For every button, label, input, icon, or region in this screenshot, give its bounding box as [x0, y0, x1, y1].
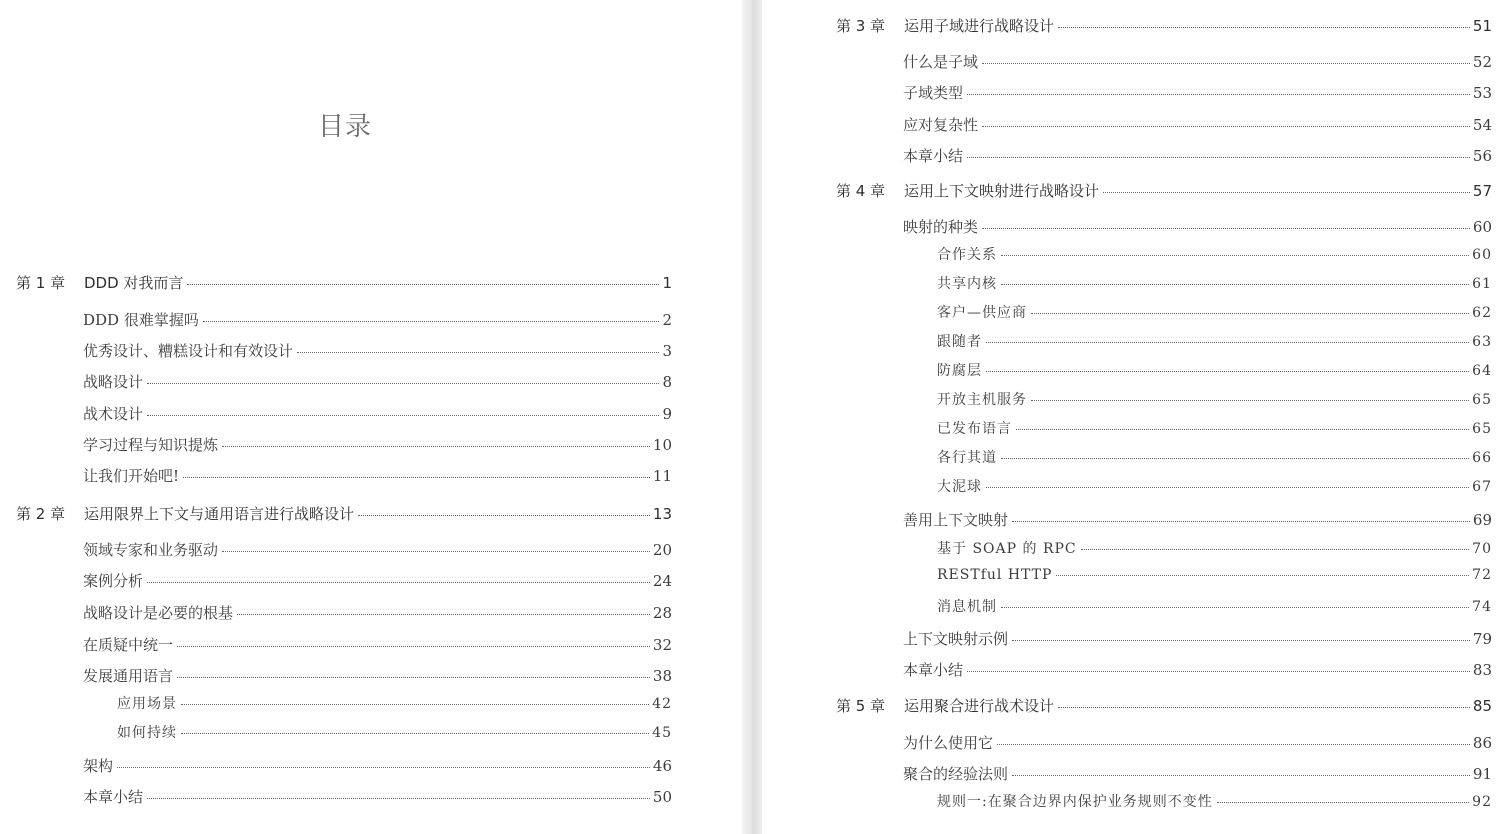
entry-title: DDD 很难掌握吗	[83, 311, 199, 329]
toc-entry[interactable]	[83, 340, 672, 361]
toc-entry[interactable]	[903, 114, 1492, 135]
entry-title: 大泥球	[937, 479, 982, 495]
entry-title: RESTful HTTP	[937, 567, 1053, 583]
toc-chapter-3[interactable]	[836, 15, 1492, 36]
dot-leader	[982, 126, 1470, 127]
dot-leader	[1001, 255, 1469, 256]
toc-entry[interactable]	[83, 786, 672, 807]
page-number: 42	[652, 696, 672, 712]
dot-leader	[297, 352, 659, 353]
dot-leader	[1031, 313, 1469, 314]
toc-chapter-5[interactable]	[836, 695, 1492, 716]
dot-leader	[1103, 192, 1470, 193]
entry-title: 基于 SOAP 的 RPC	[937, 541, 1077, 557]
toc-subentry[interactable]	[937, 791, 1492, 811]
entry-title: 发展通用语言	[83, 667, 174, 685]
toc-entry[interactable]	[83, 755, 672, 776]
entry-title: 在质疑中统一	[83, 636, 174, 654]
toc-entry[interactable]	[83, 403, 672, 424]
entry-title: 规则一:在聚合边界内保护业务规则不变性	[937, 794, 1213, 810]
entry-title: 应对复杂性	[903, 116, 979, 134]
toc-chapter-2[interactable]	[16, 503, 672, 524]
toc-entry[interactable]	[83, 434, 672, 455]
left-page	[0, 0, 742, 834]
dot-leader	[982, 63, 1470, 64]
chapter-number: 第 5 章	[836, 697, 886, 715]
dot-leader	[117, 767, 650, 768]
entry-title: 已发布语言	[937, 421, 1012, 437]
page-number: 60	[1472, 247, 1492, 263]
page-number: 50	[652, 788, 672, 806]
entry-title: 案例分析	[83, 572, 144, 590]
page-number: 65	[1472, 421, 1492, 437]
entry-title: 跟随者	[937, 334, 982, 350]
page-number: 74	[1472, 599, 1492, 615]
page-number: 79	[1472, 630, 1492, 648]
page-number: 70	[1472, 541, 1492, 557]
page-number: 13	[652, 505, 672, 523]
entry-title: 应用场景	[117, 696, 177, 712]
entry-title: 什么是子域	[903, 53, 979, 71]
toc-entry[interactable]	[83, 665, 672, 686]
page-number: 52	[1472, 53, 1492, 71]
toc-subentry[interactable]	[937, 302, 1492, 322]
chapter-number: 第 2 章	[16, 505, 66, 523]
dot-leader	[1012, 775, 1470, 776]
entry-title: 战术设计	[83, 405, 144, 423]
page-number: 38	[652, 667, 672, 685]
dot-leader	[222, 446, 650, 447]
page-number: 10	[652, 436, 672, 454]
toc-subentry[interactable]	[117, 722, 672, 742]
toc-chapter-1[interactable]	[16, 272, 672, 293]
toc-subentry[interactable]	[937, 273, 1492, 293]
toc-subentry[interactable]	[937, 596, 1492, 616]
right-page	[762, 0, 1508, 834]
entry-title: 优秀设计、糟糕设计和有效设计	[83, 342, 294, 360]
dot-leader	[1012, 521, 1470, 522]
dot-leader	[222, 551, 650, 552]
toc-chapter-4[interactable]	[836, 180, 1492, 201]
toc-subentry[interactable]	[937, 476, 1492, 496]
dot-leader	[1081, 549, 1470, 550]
dot-leader	[967, 671, 1470, 672]
page-number: 24	[652, 572, 672, 590]
dot-leader	[177, 677, 650, 678]
dot-leader	[967, 157, 1470, 158]
toc-entry[interactable]	[903, 216, 1492, 237]
entry-title: 聚合的经验法则	[903, 765, 1009, 783]
dot-leader	[986, 342, 1469, 343]
dot-leader	[982, 228, 1470, 229]
toc-entry[interactable]	[83, 309, 672, 330]
toc-entry[interactable]	[903, 82, 1492, 103]
entry-title: 消息机制	[937, 599, 997, 615]
page-number: 66	[1472, 450, 1492, 466]
entry-title: 让我们开始吧!	[83, 467, 180, 485]
dot-leader	[187, 284, 659, 285]
dot-leader	[183, 477, 650, 478]
entry-title: 领域专家和业务驱动	[83, 541, 219, 559]
page-number: 20	[652, 541, 672, 559]
page-number: 3	[662, 342, 672, 360]
page-number: 69	[1472, 511, 1492, 529]
page-number: 56	[1472, 147, 1492, 165]
chapter-title: DDD 对我而言	[84, 274, 184, 292]
page-number: 86	[1472, 734, 1492, 752]
dot-leader	[147, 798, 650, 799]
toc-subentry[interactable]	[937, 567, 1492, 583]
dot-leader	[1016, 429, 1469, 430]
entry-title: 合作关系	[937, 247, 997, 263]
dot-leader	[1217, 802, 1469, 803]
dot-leader	[147, 415, 659, 416]
entry-title: 本章小结	[83, 788, 144, 806]
entry-title: 上下文映射示例	[903, 630, 1009, 648]
dot-leader	[1058, 707, 1470, 708]
dot-leader	[1031, 400, 1469, 401]
dot-leader	[181, 704, 649, 705]
dot-leader	[997, 744, 1470, 745]
chapter-title: 运用聚合进行战术设计	[904, 697, 1055, 715]
toc-entry[interactable]	[83, 371, 672, 392]
dot-leader	[147, 383, 659, 384]
toc-subentry[interactable]	[937, 360, 1492, 380]
page-number: 65	[1472, 392, 1492, 408]
page-number: 64	[1472, 363, 1492, 379]
chapter-title: 运用限界上下文与通用语言进行战略设计	[84, 505, 355, 523]
dot-leader	[237, 614, 650, 615]
entry-title: 本章小结	[903, 661, 964, 679]
page-number: 63	[1472, 334, 1492, 350]
toc-entry[interactable]	[903, 659, 1492, 680]
toc-title: 目录	[318, 112, 373, 142]
page-number: 45	[652, 725, 672, 741]
chapter-title: 运用上下文映射进行战略设计	[904, 182, 1100, 200]
toc-subentry[interactable]	[937, 538, 1492, 558]
entry-title: 防腐层	[937, 363, 982, 379]
page-number: 9	[662, 405, 672, 423]
toc-entry[interactable]	[83, 539, 672, 560]
toc-entry[interactable]	[903, 51, 1492, 72]
page-number: 83	[1472, 661, 1492, 679]
toc-entry[interactable]	[83, 634, 672, 655]
toc-entry[interactable]	[83, 602, 672, 623]
dot-leader	[986, 371, 1469, 372]
toc-subentry[interactable]	[937, 244, 1492, 264]
dot-leader	[177, 646, 650, 647]
entry-title: 战略设计	[83, 373, 144, 391]
chapter-title: 运用子域进行战略设计	[904, 17, 1055, 35]
page-number: 92	[1472, 794, 1492, 810]
dot-leader	[1056, 575, 1469, 576]
page-number: 54	[1472, 116, 1492, 134]
page-number: 85	[1472, 697, 1492, 715]
entry-title: 开放主机服务	[937, 392, 1027, 408]
page-number: 62	[1472, 305, 1492, 321]
dot-leader	[1001, 607, 1469, 608]
dot-leader	[1058, 27, 1470, 28]
chapter-number: 第 1 章	[16, 274, 66, 292]
toc-entry[interactable]	[83, 465, 672, 486]
chapter-number: 第 4 章	[836, 182, 886, 200]
page-number: 1	[662, 274, 672, 292]
toc-entry[interactable]	[903, 628, 1492, 649]
toc-entry[interactable]	[903, 763, 1492, 784]
page-number: 91	[1472, 765, 1492, 783]
toc-subentry[interactable]	[937, 389, 1492, 409]
toc-entry[interactable]	[83, 570, 672, 591]
page-number: 46	[652, 757, 672, 775]
page-number: 53	[1472, 84, 1492, 102]
entry-title: 架构	[83, 757, 114, 775]
dot-leader	[203, 321, 660, 322]
entry-title: 如何持续	[117, 725, 177, 741]
book-gutter	[742, 0, 762, 834]
chapter-number: 第 3 章	[836, 17, 886, 35]
toc-subentry[interactable]	[937, 418, 1492, 438]
page-number: 57	[1472, 182, 1492, 200]
entry-title: 子域类型	[903, 84, 964, 102]
dot-leader	[986, 487, 1469, 488]
toc-subentry[interactable]	[937, 447, 1492, 467]
page-number: 32	[652, 636, 672, 654]
page-number: 67	[1472, 479, 1492, 495]
entry-title: 学习过程与知识提炼	[83, 436, 219, 454]
entry-title: 客户—供应商	[937, 305, 1027, 321]
page-number: 28	[652, 604, 672, 622]
entry-title: 映射的种类	[903, 218, 979, 236]
toc-entry[interactable]	[903, 732, 1492, 753]
entry-title: 共享内核	[937, 276, 997, 292]
toc-entry[interactable]	[903, 145, 1492, 166]
entry-title: 本章小结	[903, 147, 964, 165]
toc-subentry[interactable]	[117, 693, 672, 713]
dot-leader	[1012, 640, 1470, 641]
dot-leader	[967, 94, 1470, 95]
dot-leader	[147, 582, 650, 583]
page-number: 72	[1472, 567, 1492, 583]
entry-title: 善用上下文映射	[903, 511, 1009, 529]
dot-leader	[1001, 458, 1469, 459]
entry-title: 各行其道	[937, 450, 997, 466]
toc-subentry[interactable]	[937, 331, 1492, 351]
toc-entry[interactable]	[903, 509, 1492, 530]
entry-title: 为什么使用它	[903, 734, 994, 752]
dot-leader	[1001, 284, 1469, 285]
entry-title: 战略设计是必要的根基	[83, 604, 234, 622]
page-number: 61	[1472, 276, 1492, 292]
page-number: 8	[662, 373, 672, 391]
page-number: 51	[1472, 17, 1492, 35]
page-number: 60	[1472, 218, 1492, 236]
page-number: 11	[652, 467, 672, 485]
page-number: 2	[662, 311, 672, 329]
dot-leader	[358, 515, 650, 516]
dot-leader	[181, 733, 649, 734]
